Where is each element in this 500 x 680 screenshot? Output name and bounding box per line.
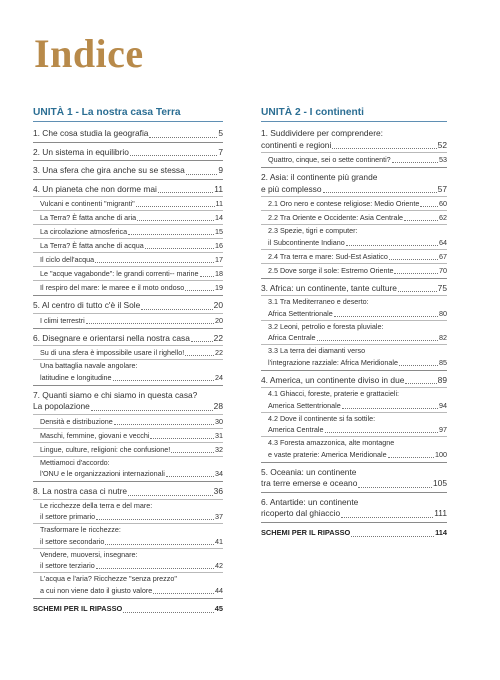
toc-chapter-entry-page: 89: [437, 374, 447, 385]
toc-sub-entry[interactable]: [33, 210, 223, 223]
toc-chapter-entry-label: 6. Disegnare e orientarsi nella nostra casa: [33, 332, 190, 343]
dot-leader: [137, 220, 214, 221]
toc-chapter-entry-label: 3. Una sfera che gira anche su se stessa: [33, 165, 185, 175]
toc-chapter-entry-prefix: 2. Asia: il continente più grande: [261, 172, 378, 182]
toc-sub-entry-prefix: Le ricchezze della terra e del mare:: [40, 500, 153, 510]
toc-sub-entry[interactable]: [261, 152, 447, 165]
toc-chapter: [261, 497, 447, 523]
toc-sub-entry-page: 19: [215, 283, 223, 292]
dot-leader: [149, 137, 217, 138]
toc-sub-entry-page: 67: [439, 251, 447, 261]
toc-chapter-entry-page: 11: [214, 183, 223, 194]
toc-sub-entry-prefix: Trasformare le ricchezze:: [40, 525, 121, 534]
dot-leader: [185, 290, 214, 291]
toc-sub-entry[interactable]: [261, 387, 447, 411]
toc-sub-entry[interactable]: [261, 196, 447, 209]
toc-chapter-entry-label: tra terre emerse e oceano: [261, 478, 358, 488]
dot-leader: [404, 220, 438, 221]
dot-leader: [341, 517, 433, 518]
toc-sub-entry-page: 16: [215, 241, 223, 250]
toc-sub-entry-page: 34: [215, 469, 223, 478]
toc-chapter-entry[interactable]: [261, 497, 447, 520]
toc-chapter-entry-label: 2. Un sistema in equilibrio: [33, 146, 129, 157]
toc-sub-entry-page: 70: [439, 265, 447, 275]
toc-chapter-entry-label: 4. Un pianeta che non dorme mai: [33, 183, 157, 194]
unit1-title: UNITÀ 1 - La nostra casa Terra: [33, 106, 223, 122]
toc-sub-entry[interactable]: [33, 428, 223, 441]
toc-chapter-entry[interactable]: [33, 165, 223, 177]
toc-sub-entry-page: 53: [439, 155, 447, 164]
toc-sub-entry-label: America Centrale: [268, 425, 324, 434]
toc-sub-entry[interactable]: [33, 523, 223, 547]
toc-sub-entry-label: il Subcontinente Indiano: [268, 237, 345, 247]
toc-chapter: [33, 128, 223, 143]
toc-chapter: [33, 184, 223, 297]
toc-chapter-entry-page: 9: [218, 165, 223, 175]
toc-chapter: [33, 300, 223, 329]
toc-sub-entry-label: Quattro, cinque, sei o sette continenti?: [268, 155, 391, 164]
toc-sub-entry[interactable]: [33, 345, 223, 358]
dot-leader: [351, 536, 434, 537]
toc-sub-entry-page: 31: [215, 430, 223, 440]
dot-leader: [342, 408, 438, 409]
toc-chapter-entry-prefix: 5. Oceania: un continente: [261, 466, 357, 477]
toc-sub-entry-label: Densità e distribuzione: [40, 416, 113, 426]
toc-chapter-entry-prefix: 6. Antartide: un continente: [261, 496, 359, 507]
toc-sub-entry-page: 20: [215, 315, 223, 325]
toc-sub-entry-page: 14: [215, 213, 223, 222]
dot-leader: [358, 487, 432, 488]
toc-sub-entry-prefix: L'acqua e l'aria? Ricchezze "senza prezzo": [40, 574, 177, 583]
toc-sub-entry[interactable]: [33, 359, 223, 383]
toc-sub-entry[interactable]: [33, 266, 223, 279]
dot-leader: [399, 365, 438, 366]
dot-leader: [114, 424, 214, 425]
toc-sub-entry-label: La Terra? È fatta anche di aria: [40, 213, 137, 222]
toc-sub-entry[interactable]: [261, 210, 447, 223]
toc-sub-entry-label: latitudine e longitudine: [40, 372, 112, 382]
toc-chapter-entry[interactable]: [261, 467, 447, 490]
toc-sub-entry-label: l'integrazione razziale: Africa Meridionale: [268, 357, 399, 367]
dot-leader: [185, 355, 214, 356]
toc-sub-entry-page: 64: [439, 237, 447, 247]
dot-leader: [191, 341, 213, 342]
toc-sub-entry-label: Su di una sfera è impossibile usare il righello!: [40, 348, 185, 357]
toc-sub-entry-label: il settore terziario: [40, 561, 95, 570]
dot-leader: [166, 476, 214, 477]
toc-sub-entry-page: 30: [215, 416, 223, 426]
unit1-column: [33, 106, 223, 615]
toc-sub-entry-label: La Terra? È fatta anche di acqua: [40, 241, 144, 250]
dot-leader: [158, 192, 213, 193]
toc-sub-entry[interactable]: [33, 224, 223, 237]
toc-sub-entry-label: America Settentrionale: [268, 400, 341, 410]
toc-sub-entry-prefix: Vendere, muoversi, insegnare:: [40, 549, 138, 559]
toc-chapter-entry-label: 8. La nostra casa ci nutre: [33, 486, 128, 496]
toc-sub-entry[interactable]: [33, 238, 223, 251]
dot-leader: [128, 234, 214, 235]
schemi-entry[interactable]: [33, 603, 223, 615]
toc-sub-entry-page: 85: [439, 357, 447, 367]
dot-leader: [325, 432, 438, 433]
dot-leader: [388, 457, 434, 458]
toc-sub-entry[interactable]: [33, 548, 223, 572]
toc-sub-entry[interactable]: [33, 313, 223, 326]
toc-chapter: [33, 165, 223, 180]
dot-leader: [86, 323, 214, 324]
dot-leader: [145, 248, 214, 249]
toc-sub-entry-page: 44: [215, 585, 223, 595]
toc-sub-entry[interactable]: [261, 249, 447, 262]
toc-chapter-entry-page: 75: [437, 282, 447, 293]
toc-sub-entry-prefix: 4.1 Ghiacci, foreste, praterie e grattacieli:: [268, 389, 400, 398]
toc-chapter: [261, 128, 447, 168]
toc-sub-entry-prefix: 3.1 Tra Mediterraneo e deserto:: [268, 297, 369, 306]
toc-sub-entry-label: Maschi, femmine, giovani e vecchi: [40, 430, 150, 440]
toc-chapter-entry[interactable]: [261, 172, 447, 195]
toc-sub-entry-page: 62: [439, 213, 447, 222]
schemi-page: 45: [214, 603, 223, 613]
dot-leader: [323, 192, 437, 193]
toc-sub-entry-page: 60: [439, 199, 447, 208]
dot-leader: [153, 593, 214, 594]
dot-leader: [392, 162, 438, 163]
schemi-label: SCHEMI PER IL RIPASSO: [33, 603, 123, 613]
toc-chapter: [33, 486, 223, 599]
toc-chapter-entry-page: 105: [433, 478, 447, 488]
toc-chapter-entry[interactable]: [33, 333, 223, 345]
toc-sub-entry-label: Le "acque vagabonde": le grandi correnti-- marine: [40, 269, 199, 278]
dot-leader: [332, 148, 436, 149]
toc-sub-entry-prefix: Una battaglia navale angolare:: [40, 361, 138, 370]
toc-chapter-entry[interactable]: [33, 390, 223, 413]
toc-sub-entry[interactable]: [261, 320, 447, 344]
toc-sub-entry-label: l'ONU e le organizzazioni internazionali: [40, 469, 165, 478]
dot-leader: [123, 612, 214, 613]
toc-chapter: [33, 333, 223, 386]
toc-chapter-entry-label: continenti e regioni: [261, 139, 332, 150]
toc-chapter-entry-page: 111: [434, 508, 447, 518]
toc-sub-entry[interactable]: [33, 572, 223, 596]
toc-sub-entry[interactable]: [33, 196, 223, 209]
toc-sub-entry-label: 2.2 Tra Oriente e Occidente: Asia Centrale: [268, 213, 404, 222]
toc-chapter-entry-page: 20: [213, 300, 223, 310]
toc-sub-entry-prefix: 3.2 Leoni, petrolio e foresta pluviale:: [268, 321, 384, 331]
toc-sub-entry-label: il settore secondario: [40, 536, 105, 546]
toc-chapter-entry-page: 52: [437, 139, 447, 150]
dot-leader: [96, 568, 214, 569]
dot-leader: [394, 273, 438, 274]
toc-sub-entry[interactable]: [261, 412, 447, 436]
toc-sub-entry[interactable]: [261, 436, 447, 460]
dot-leader: [150, 438, 214, 439]
toc-chapter: [261, 172, 447, 279]
toc-chapter-entry[interactable]: [33, 184, 223, 196]
toc-chapter: [33, 390, 223, 483]
toc-sub-entry-page: 11: [215, 199, 223, 208]
toc-sub-entry-prefix: Mettiamoci d'accordo:: [40, 457, 110, 467]
schemi-page: 114: [435, 527, 447, 537]
dot-leader: [317, 340, 438, 341]
toc-sub-entry[interactable]: [33, 280, 223, 293]
dot-leader: [96, 519, 214, 520]
dot-leader: [95, 262, 214, 263]
toc-sub-entry[interactable]: [33, 442, 223, 455]
toc-chapter-entry[interactable]: [261, 283, 447, 295]
toc-sub-entry-page: 37: [215, 512, 223, 521]
dot-leader: [398, 291, 437, 292]
toc-chapter: [261, 283, 447, 371]
toc-sub-entry-page: 80: [439, 308, 447, 318]
dot-leader: [128, 495, 213, 496]
toc-sub-entry-page: 22: [215, 348, 223, 357]
toc-chapter: [261, 467, 447, 493]
toc-sub-entry-label: Africa Settentrionale: [268, 308, 333, 318]
toc-sub-entry-page: 100: [435, 449, 447, 459]
page-title: Indice: [34, 31, 144, 76]
toc-sub-entry-page: 42: [215, 561, 223, 570]
toc-sub-entry[interactable]: [33, 499, 223, 523]
schemi-label: SCHEMI PER IL RIPASSO: [261, 527, 351, 537]
dot-leader: [91, 410, 213, 411]
toc-chapter-entry-label: La popolazione: [33, 401, 90, 411]
toc-chapter-entry-label: 4. America, un continente diviso in due: [261, 374, 405, 385]
toc-sub-entry-prefix: 2.3 Spezie, tigri e computer:: [268, 226, 358, 235]
toc-chapter-entry-label: 1. Che cosa studia la geografia: [33, 128, 149, 138]
toc-sub-entry-label: La circolazione atmosferica: [40, 227, 128, 236]
toc-sub-entry-label: Lingue, culture, religioni: che confusione!: [40, 444, 171, 454]
toc-sub-entry-page: 24: [215, 372, 223, 382]
toc-sub-entry-page: 32: [215, 444, 223, 454]
toc-sub-entry-page: 18: [215, 269, 223, 278]
toc-chapter-entry-page: 22: [213, 332, 223, 343]
toc-sub-entry-page: 41: [215, 536, 223, 546]
dot-leader: [141, 309, 212, 310]
toc-sub-entry[interactable]: [261, 344, 447, 368]
toc-sub-entry-label: e vaste praterie: America Meridionale: [268, 449, 387, 459]
toc-sub-entry[interactable]: [261, 295, 447, 319]
dot-leader: [200, 276, 214, 277]
toc-chapter-entry-page: 7: [218, 146, 223, 157]
dot-leader: [334, 316, 438, 317]
toc-chapter-entry[interactable]: [33, 486, 223, 498]
dot-leader: [105, 544, 214, 545]
toc-chapter-entry-page: 5: [218, 128, 223, 138]
toc-sub-entry[interactable]: [33, 414, 223, 427]
toc-chapter-entry-label: e più complesso: [261, 183, 322, 194]
toc-chapter-entry-label: 5. Al centro di tutto c'è il Sole: [33, 300, 141, 310]
dot-leader: [130, 155, 217, 156]
toc-sub-entry-label: 2.5 Dove sorge il sole: Estremo Oriente: [268, 265, 394, 275]
toc-sub-entry-label: Vulcani e continenti "migranti": [40, 199, 135, 208]
toc-chapter-entry[interactable]: [261, 375, 447, 387]
toc-chapter-entry-prefix: 1. Suddividere per comprendere:: [261, 128, 383, 138]
toc-chapter-entry-page: 36: [213, 486, 223, 496]
toc-chapter-entry[interactable]: [33, 300, 223, 312]
toc-chapter-entry[interactable]: [33, 147, 223, 159]
toc-sub-entry[interactable]: [33, 456, 223, 480]
unit2-title: UNITÀ 2 - I continenti: [261, 106, 447, 122]
dot-leader: [389, 259, 438, 260]
toc-sub-entry-page: 97: [439, 425, 447, 434]
dot-leader: [136, 206, 215, 207]
toc-sub-entry-label: Il ciclo dell'acqua: [40, 255, 95, 264]
toc-sub-entry[interactable]: [261, 263, 447, 276]
toc-chapter-entry[interactable]: [33, 128, 223, 140]
toc-chapter-entry-page: 57: [437, 183, 447, 194]
dot-leader: [405, 383, 436, 384]
toc-chapter-entry-label: ricoperto dal ghiaccio: [261, 508, 341, 518]
unit2-column: [261, 106, 447, 539]
toc-sub-entry-page: 15: [215, 227, 223, 236]
toc-sub-entry-prefix: 3.3 La terra dei diamanti verso: [268, 346, 366, 355]
toc-sub-entry[interactable]: [261, 224, 447, 248]
toc-sub-entry-label: Il respiro del mare: le maree e il moto ondoso: [40, 283, 185, 292]
schemi-entry[interactable]: [261, 527, 447, 539]
dot-leader: [420, 206, 438, 207]
toc-sub-entry-label: I climi terrestri: [40, 315, 85, 325]
toc-sub-entry-page: 82: [439, 333, 447, 342]
toc-sub-entry[interactable]: [33, 252, 223, 265]
dot-leader: [186, 174, 218, 175]
dot-leader: [171, 452, 214, 453]
toc-sub-entry-label: a cui non viene dato il giusto valore: [40, 585, 153, 595]
toc-sub-entry-label: 2.1 Oro nero e contese religiose: Medio Oriente: [268, 199, 420, 208]
toc-sub-entry-prefix: 4.2 Dove il continente si fa sottile:: [268, 413, 376, 423]
toc-sub-entry-label: Africa Centrale: [268, 333, 316, 342]
toc-sub-entry-prefix: 4.3 Foresta amazzonica, alte montagne: [268, 438, 395, 447]
toc-chapter-entry-prefix: 7. Quanti siamo e chi siamo in questa casa?: [33, 389, 198, 400]
toc-chapter: [261, 375, 447, 463]
toc-chapter: [33, 147, 223, 162]
toc-sub-entry-page: 94: [439, 400, 447, 410]
toc-chapter-entry[interactable]: [261, 128, 447, 151]
toc-sub-entry-label: 2.4 Tra terra e mare: Sud-Est Asiatico: [268, 251, 388, 261]
dot-leader: [346, 245, 438, 246]
toc-chapter-entry-page: 28: [213, 401, 223, 411]
toc-sub-entry-label: il settore primario: [40, 512, 96, 521]
dot-leader: [113, 380, 214, 381]
toc-sub-entry-page: 17: [215, 255, 223, 264]
toc-chapter-entry-label: 3. Africa: un continente, tante culture: [261, 282, 397, 293]
